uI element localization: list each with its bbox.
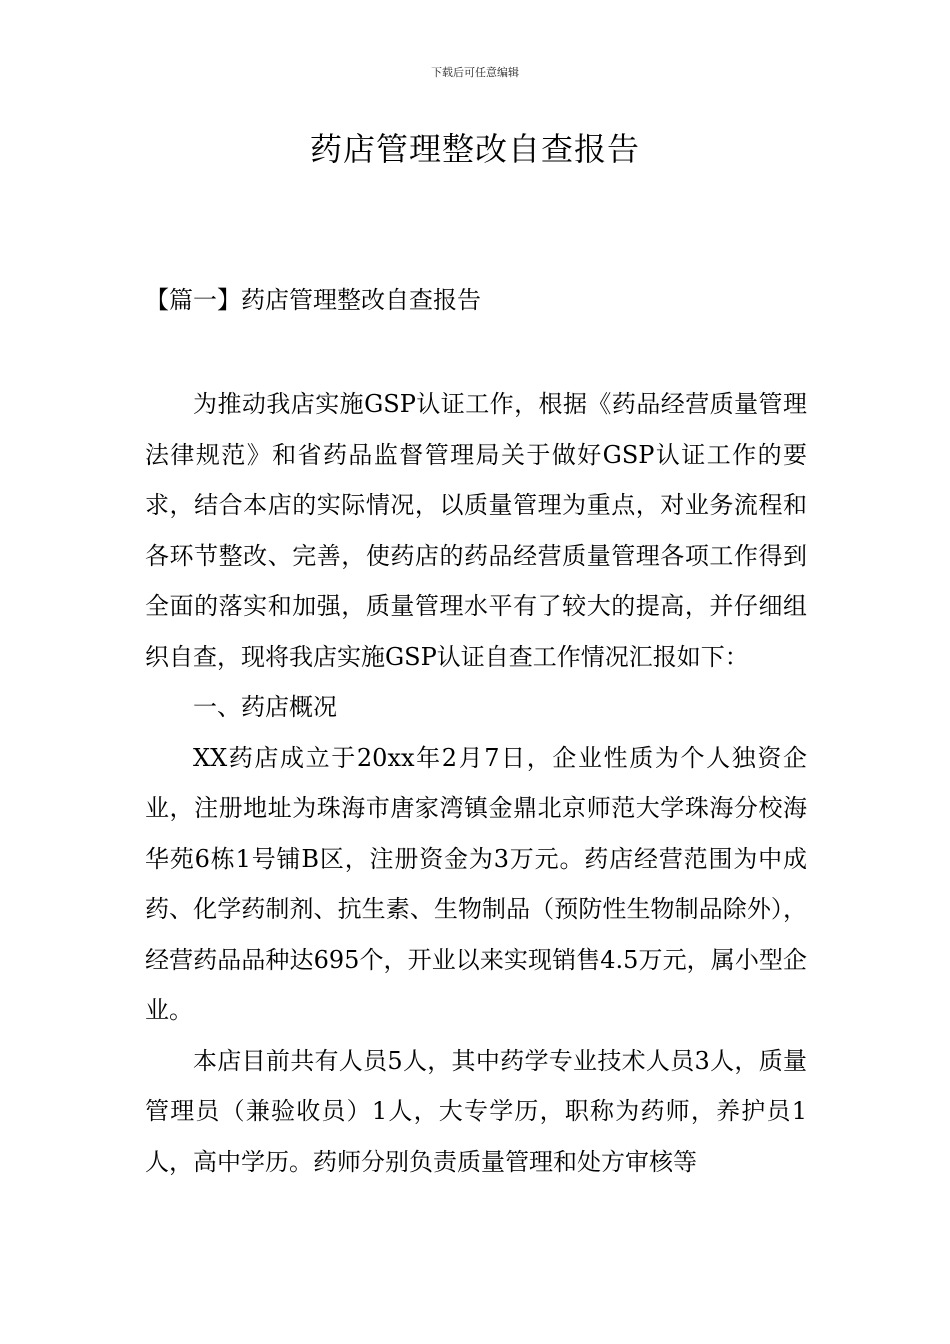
document-title: 药店管理整改自查报告 [309,130,640,168]
paragraph-intro: 为推动我店实施GSP认证工作，根据《药品经营质量管理法律规范》和省药品监督管理局关于做好GSP认证工作的要求，结合本店的实际情况，以质量管理为重点，对业务流程和各环节整改、完善，使药店的药品经营质量管理各项工作得到全面的落实和加强，质量管理水平有了较大的提高，并仔细组织自查，现将我店实施GSP认证自查工作情况汇报如下： [145,390,807,671]
paragraph-store-overview: XX药店成立于20xx年2月7日，企业性质为个人独资企业，注册地址为珠海市唐家湾镇金鼎北京师范大学珠海分校海华苑6栋1号铺B区，注册资金为3万元。药店经营范围为中成药、化学药制剂、抗生素、生物制品（预防性生物制品除外），经营药品品种达695个，开业以来实现销售4.5万元，属小型企业。 [145,743,807,1024]
header-note: 下载后可任意编辑 [431,66,519,79]
body-text [145,379,807,1187]
paragraph-staff: 本店目前共有人员5人，其中药学专业技术人员3人，质量管理员（兼验收员）1人，大专学历，职称为药师，养护员1人，高中学历。药师分别负责质量管理和处方审核等 [145,1046,807,1176]
section-heading: 【篇一】药店管理整改自查报告 [145,286,481,314]
paragraph-section-one-heading: 一、药店概况 [193,693,337,721]
